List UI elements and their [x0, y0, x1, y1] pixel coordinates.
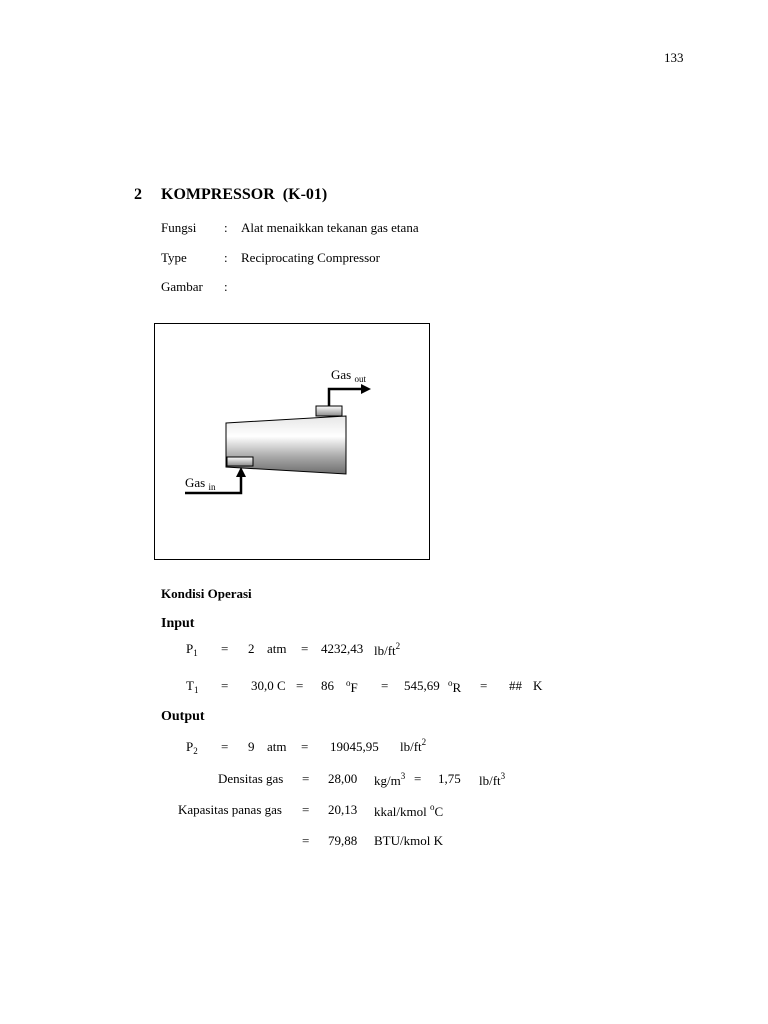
p1-unit: atm: [267, 641, 287, 656]
fungsi-sep: :: [224, 220, 228, 235]
p1-symbol: [186, 641, 198, 658]
type-value: Reciprocating Compressor: [241, 250, 380, 265]
t1-symbol: [186, 678, 198, 695]
outlet-arrow: [361, 384, 371, 394]
section-number: 2: [134, 186, 142, 203]
gas-in-label: [185, 475, 215, 492]
densitas-eq2: =: [414, 771, 422, 786]
kapasitas-unit1-post: C: [434, 804, 444, 819]
t1-eq1: =: [221, 678, 229, 693]
p1-conv: 4232,43: [321, 641, 364, 656]
kapasitas-label: Kapasitas panas gas: [178, 802, 282, 817]
gas-out-sub: out: [354, 374, 366, 384]
densitas-unit1: [374, 771, 405, 789]
t1-r-sup: o: [448, 678, 453, 688]
t1-f-value: 86: [321, 678, 334, 693]
gas-in-main: Gas: [185, 475, 206, 490]
outlet-pipe: [329, 389, 363, 406]
t1-f-sup: o: [346, 678, 351, 688]
p1-eq2: =: [301, 641, 309, 656]
compressor-diagram: [155, 324, 431, 561]
type-label: Type: [161, 250, 187, 265]
kapasitas-unit1-pre: kkal/kmol: [374, 804, 427, 819]
densitas-unit2: [479, 771, 505, 789]
p2-conv: 19045,95: [330, 739, 379, 754]
t1-eq3: =: [381, 678, 389, 693]
p1-conv-sup: 2: [395, 641, 401, 651]
densitas-label: Densitas gas: [218, 771, 284, 786]
densitas-unit1-sup: 3: [400, 771, 406, 781]
t1-k-unit: K: [533, 678, 543, 693]
t1-eq4: =: [480, 678, 488, 693]
densitas-unit2-sup: 3: [500, 771, 506, 781]
p1-value: 2: [248, 641, 255, 656]
densitas-unit2-text: lb/ft: [479, 773, 501, 788]
kapasitas-val2: 79,88: [328, 833, 358, 848]
type-sep: :: [224, 250, 228, 265]
kapasitas-eq2: =: [302, 833, 310, 848]
section-title: [161, 186, 327, 204]
p1-conv-unit-text: lb/ft: [374, 643, 396, 658]
outlet-nozzle: [316, 406, 342, 416]
p2-value: 9: [248, 739, 255, 754]
kapasitas-unit1-sup: o: [429, 802, 435, 812]
p2-conv-sup: 2: [421, 737, 427, 747]
kapasitas-val1: 20,13: [328, 802, 358, 817]
t1-sub: 1: [193, 685, 199, 695]
p2-eq2: =: [301, 739, 309, 754]
t1-r-unit-text: R: [452, 680, 462, 695]
densitas-val1: 28,00: [328, 771, 358, 786]
p1-sym: P: [186, 641, 194, 656]
gas-in-sub: in: [208, 482, 216, 492]
t1-k-value: ##: [509, 678, 522, 693]
inlet-nozzle: [227, 457, 253, 466]
densitas-val2: 1,75: [438, 771, 461, 786]
p2-sub: 2: [193, 746, 198, 756]
gambar-sep: :: [224, 279, 228, 294]
densitas-unit1-text: kg/m: [374, 773, 401, 788]
p2-conv-unit: [400, 737, 426, 755]
p2-unit: atm: [267, 739, 287, 754]
t1-r-unit: [448, 678, 461, 696]
p1-conv-unit: [374, 641, 400, 659]
kapasitas-unit1: [374, 802, 443, 820]
t1-f-unit: [346, 678, 358, 696]
p1-sub: 1: [193, 648, 198, 658]
compressor-diagram-frame: [154, 323, 430, 560]
p2-symbol: [186, 739, 198, 756]
input-heading: Input: [161, 616, 195, 631]
kapasitas-eq: =: [302, 802, 310, 817]
fungsi-value: Alat menaikkan tekanan gas etana: [241, 220, 419, 235]
page-number: 133: [664, 50, 684, 65]
t1-r-value: 545,69: [404, 678, 440, 693]
p2-conv-unit-text: lb/ft: [400, 739, 422, 754]
t1-value: 30,0 C: [251, 678, 286, 693]
densitas-eq: =: [302, 771, 310, 786]
section-title-text: KOMPRESSOR: [161, 186, 275, 203]
p2-sym: P: [186, 739, 194, 754]
output-heading: Output: [161, 709, 205, 724]
t1-eq2: =: [296, 678, 304, 693]
t1-f-unit-text: F: [350, 680, 358, 695]
gambar-label: Gambar: [161, 279, 203, 294]
kondisi-title: Kondisi Operasi: [161, 586, 252, 601]
p1-eq1: =: [221, 641, 229, 656]
kapasitas-unit2: BTU/kmol K: [374, 833, 443, 848]
section-code: (K-01): [282, 186, 328, 203]
gas-out-main: Gas: [331, 367, 352, 382]
fungsi-label: Fungsi: [161, 220, 197, 235]
gas-out-label: [331, 367, 366, 384]
t1-sym: T: [186, 678, 194, 693]
p2-eq1: =: [221, 739, 229, 754]
